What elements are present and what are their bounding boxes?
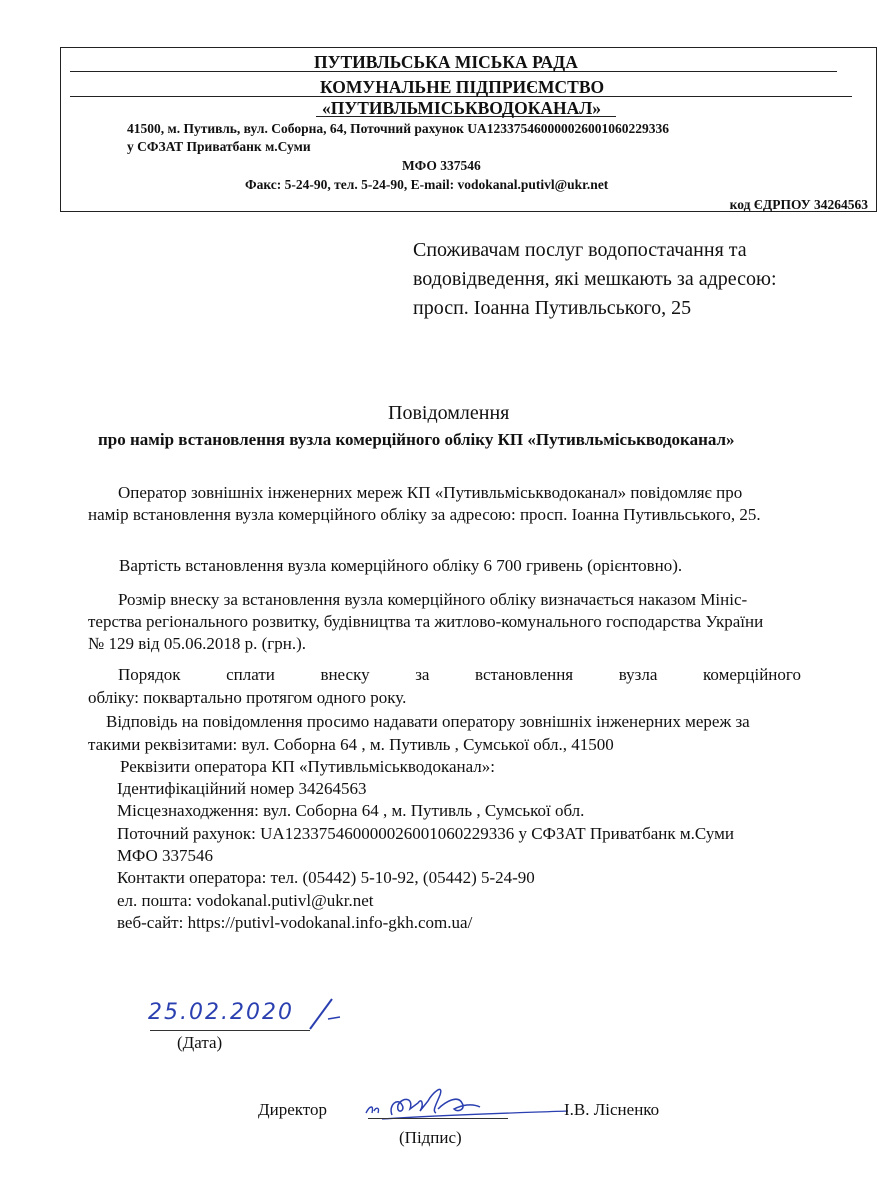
paragraph-3-line-2: терства регіонального розвитку, будівництва та житлово-комунального господарства України (88, 612, 764, 631)
requisites-id-code: Ідентифікаційний номер 34264563 (117, 779, 367, 798)
paragraph-1-line-1: Оператор зовнішніх інженерних мереж КП «Путивльміськводоканал» повідомляє про (118, 483, 743, 502)
paragraph-5-line-2: такими реквізитами: вул. Соборна 64 , м. Путивль , Сумської обл., 41500 (88, 735, 614, 754)
requisites-email: ел. пошта: vodokanal.putivl@ukr.net (117, 891, 374, 910)
paragraph-cost: Вартість встановлення вузла комерційного обліку 6 700 гривень (орієнтовно). (119, 556, 683, 575)
letterhead-council: ПУТИВЛЬСЬКА МІСЬКА РАДА (314, 52, 578, 72)
letterhead-edrpou: код ЄДРПОУ 34264563 (729, 197, 868, 212)
paragraph-3-line-1: Розмір внеску за встановлення вузла комерційного обліку визначається наказом Мініс- (118, 590, 748, 609)
p4-word: встановлення (475, 665, 574, 684)
paragraph-3-line-3: № 129 від 05.06.2018 р. (грн.). (88, 634, 307, 653)
recipient-line-2: водовідведення, які мешкають за адресою: (413, 268, 777, 290)
requisites-website: веб-сайт: https://putivl-vodokanal.info-gkh.com.ua/ (117, 913, 473, 932)
notice-subtitle: про намір встановлення вузла комерційного обліку КП «Путивльміськводоканал» (98, 430, 735, 449)
paragraph-4-line-1 (118, 665, 801, 685)
paragraph-4-line-2: обліку: поквартально протягом одного року. (88, 688, 407, 707)
handwritten-date: 25.02.2020 (148, 1000, 294, 1025)
letterhead-address: 41500, м. Путивль, вул. Соборна, 64, Поточний рахунок UA123375460000026001060229336 (127, 121, 670, 136)
p4-word: за (415, 665, 430, 684)
date-caption: (Дата) (177, 1033, 223, 1052)
paragraph-1-line-2: намір встановлення вузла комерційного обліку за адресою: просп. Іоанна Путивльського, 25. (88, 505, 761, 524)
letterhead-enterprise-name: «ПУТИВЛЬМІСЬКВОДОКАНАЛ» (322, 98, 602, 118)
letterhead-bank: у СФЗАТ Приватбанк м.Суми (127, 139, 311, 154)
requisites-mfo: МФО 337546 (117, 846, 214, 865)
recipient-line-3: просп. Іоанна Путивльського, 25 (413, 297, 692, 319)
signatory-position: Директор (258, 1100, 327, 1119)
requisites-title: Реквізити оператора КП «Путивльміськводоканал»: (120, 757, 495, 776)
letterhead-contacts: Факс: 5-24-90, тел. 5-24-90, E-mail: vodokanal.putivl@ukr.net (245, 177, 609, 192)
signature-underline (368, 1118, 508, 1119)
requisites-contacts: Контакти оператора: тел. (05442) 5-10-92, (05442) 5-24-90 (117, 868, 535, 887)
signatory-name: І.В. Лісненко (564, 1100, 660, 1119)
signature-caption: (Підпис) (399, 1128, 462, 1147)
p4-word: вузла (618, 665, 658, 684)
p4-word: комерційного (703, 665, 801, 684)
letterhead-mfo: МФО 337546 (402, 158, 481, 173)
p4-word: сплати (226, 665, 275, 684)
requisites-account: Поточний рахунок: UA123375460000026001060229336 у СФЗАТ Приватбанк м.Суми (117, 824, 734, 843)
notice-title: Повідомлення (388, 402, 510, 424)
p4-word: внеску (320, 665, 370, 684)
letterhead-enterprise-type: КОМУНАЛЬНЕ ПІДПРИЄМСТВО (320, 77, 605, 97)
date-slash-mark (300, 995, 350, 1035)
requisites-location: Місцезнаходження: вул. Соборна 64 , м. Путивль , Сумської обл. (117, 801, 585, 820)
p4-word: Порядок (118, 665, 181, 684)
paragraph-5-line-1: Відповідь на повідомлення просимо надавати оператору зовнішніх інженерних мереж за (106, 712, 750, 731)
recipient-line-1: Споживачам послуг водопостачання та (413, 239, 747, 261)
date-underline (150, 1030, 310, 1031)
